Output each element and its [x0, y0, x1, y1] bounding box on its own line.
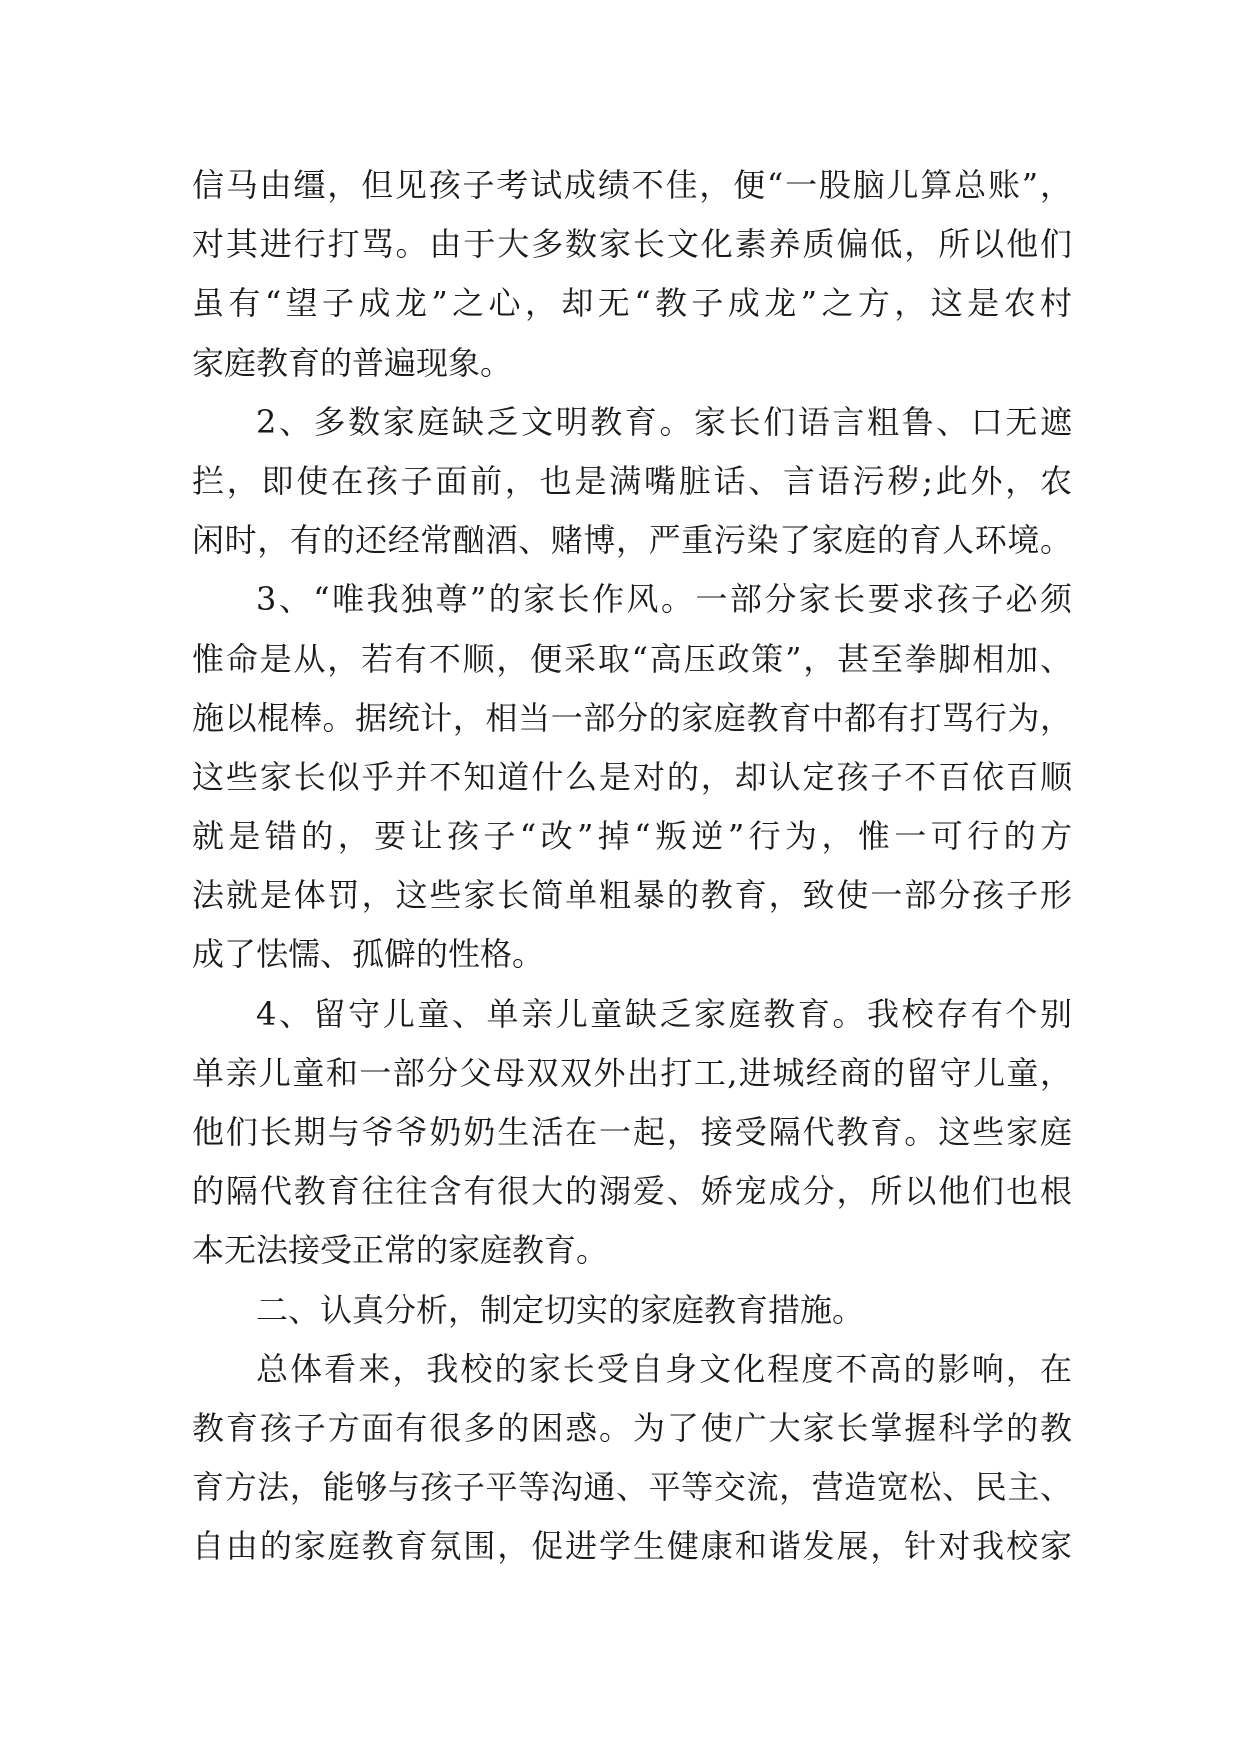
text-line: 本无法接受正常的家庭教育。 [192, 1231, 609, 1270]
text-line: 闲时，有的还经常酗酒、赌博，严重污染了家庭的育人环境。 [192, 521, 1072, 560]
text-line: 3、“唯我独尊”的家长作风。一部分家长要求孩子必须 [256, 580, 1072, 619]
text-line: 虽有“望子成龙”之心，却无“教子成龙”之方，这是农村 [192, 284, 1072, 323]
text-line: 总体看来，我校的家长受自身文化程度不高的影响，在 [256, 1349, 1072, 1388]
text-line: 惟命是从，若有不顺，便采取“高压政策”，甚至拳脚相加、 [192, 639, 1072, 678]
text-line: 他们长期与爷爷奶奶生活在一起，接受隔代教育。这些家庭 [192, 1113, 1072, 1151]
text-line: 的隔代教育往往含有很大的溺爱、娇宠成分，所以他们也根 [192, 1172, 1072, 1211]
text-line: 就是错的，要让孩子“改”掉“叛逆”行为，惟一可行的方 [192, 817, 1072, 856]
text-line: 育方法，能够与孩子平等沟通、平等交流，营造宽松、民主、 [192, 1468, 1072, 1507]
text-line: 单亲儿童和一部分父母双双外出打工,进城经商的留守儿童， [192, 1053, 1072, 1092]
text-line: 教育孩子方面有很多的困惑。为了使广大家长掌握科学的教 [192, 1408, 1072, 1447]
text-line: 拦，即使在孩子面前，也是满嘴脏话、言语污秽;此外，农 [192, 461, 1072, 500]
text-line: 施以棍棒。据统计，相当一部分的家庭教育中都有打骂行为， [192, 698, 1072, 737]
text-line: 家庭教育的普遍现象。 [192, 343, 513, 382]
section-heading: 二、认真分析，制定切实的家庭教育措施。 [256, 1290, 865, 1329]
text-line: 4、留守儿童、单亲儿童缺乏家庭教育。我校存有个别 [256, 994, 1072, 1033]
text-line: 2、多数家庭缺乏文明教育。家长们语言粗鲁、口无遮 [256, 402, 1072, 441]
text-line: 对其进行打骂。由于大多数家长文化素养质偏低，所以他们 [192, 225, 1072, 264]
body-text [192, 156, 1072, 1577]
text-line: 自由的家庭教育氛围，促进学生健康和谐发展，针对我校家 [192, 1527, 1072, 1566]
text-line: 信马由缰，但见孩子考试成绩不佳，便“一股脑儿算总账”， [192, 166, 1072, 204]
text-line: 法就是体罚，这些家长简单粗暴的教育，致使一部分孩子形 [192, 876, 1072, 915]
text-line: 这些家长似乎并不知道什么是对的，却认定孩子不百依百顺 [192, 757, 1072, 796]
text-line: 成了怯懦、孤僻的性格。 [192, 935, 545, 974]
